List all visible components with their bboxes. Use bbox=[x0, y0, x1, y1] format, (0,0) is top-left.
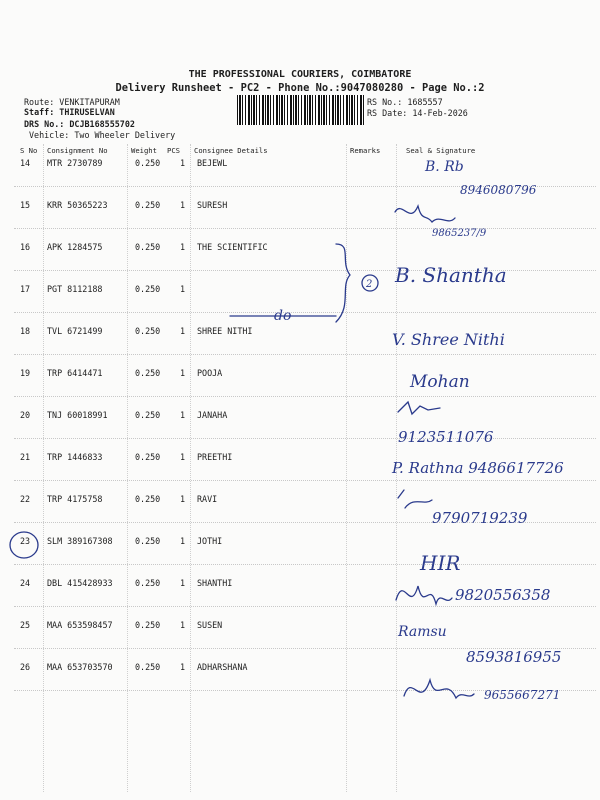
row-consignment-no: TRP 1446833 bbox=[47, 452, 103, 462]
col-consignee: Consignee Details bbox=[194, 146, 268, 155]
row-pcs: 1 bbox=[180, 368, 186, 378]
row-weight: 0.250 bbox=[135, 662, 161, 672]
col-sno: S No bbox=[20, 146, 38, 155]
row-consignee: SUSEN bbox=[197, 620, 223, 630]
col-remarks: Remarks bbox=[350, 146, 381, 155]
row-sno: 19 bbox=[20, 368, 31, 378]
hand-r26-phone: 9655667271 bbox=[484, 688, 561, 702]
hand-r16-name: B. Shantha bbox=[395, 263, 507, 287]
row-sno: 16 bbox=[20, 242, 31, 252]
col-weight: Weight bbox=[131, 146, 157, 155]
table-row bbox=[14, 144, 596, 187]
row-consignee: RAVI bbox=[197, 494, 218, 504]
row-consignee: ADHARSHANA bbox=[197, 662, 248, 672]
row-weight: 0.250 bbox=[135, 284, 161, 294]
row-consignee: BEJEWL bbox=[197, 158, 228, 168]
table-row bbox=[14, 606, 596, 649]
hand-r25-name: Ramsu bbox=[398, 624, 447, 640]
row-sno: 17 bbox=[20, 284, 31, 294]
row-consignment-no: PGT 8112188 bbox=[47, 284, 103, 294]
hand-r14-name: B. Rb bbox=[425, 159, 464, 175]
hand-r15-phone: 9865237/9 bbox=[432, 228, 487, 239]
row-weight: 0.250 bbox=[135, 200, 161, 210]
col-consignment: Consignment No bbox=[47, 146, 108, 155]
row-consignee: JANAHA bbox=[197, 410, 228, 420]
hand-r22-phone: 9790719239 bbox=[432, 509, 528, 527]
hand-r24-phone: 9820556358 bbox=[455, 586, 551, 604]
barcode bbox=[237, 95, 365, 125]
row-sno: 24 bbox=[20, 578, 31, 588]
row-pcs: 1 bbox=[180, 620, 186, 630]
row-weight: 0.250 bbox=[135, 620, 161, 630]
row-pcs: 1 bbox=[180, 662, 186, 672]
row-sno: 20 bbox=[20, 410, 31, 420]
row-consignee: PREETHI bbox=[197, 452, 233, 462]
row-consignment-no: TRP 4175758 bbox=[47, 494, 103, 504]
row-pcs: 1 bbox=[180, 200, 186, 210]
table-row bbox=[14, 186, 596, 229]
table-row bbox=[14, 522, 596, 565]
table-row bbox=[14, 312, 596, 355]
row-pcs: 1 bbox=[180, 284, 186, 294]
hand-r18-name: V. Shree Nithi bbox=[392, 330, 505, 349]
row-sno: 21 bbox=[20, 452, 31, 462]
row-weight: 0.250 bbox=[135, 494, 161, 504]
table-row bbox=[14, 480, 596, 523]
row-pcs: 1 bbox=[180, 536, 186, 546]
row-sno: 22 bbox=[20, 494, 31, 504]
row-consignment-no: MAA 653703570 bbox=[47, 662, 113, 672]
row-pcs: 1 bbox=[180, 158, 186, 168]
row-weight: 0.250 bbox=[135, 410, 161, 420]
row-consignment-no: KRR 50365223 bbox=[47, 200, 108, 210]
route-label: Route: VENKITAPURAM bbox=[24, 97, 120, 107]
row-consignee: SHANTHI bbox=[197, 578, 233, 588]
row-pcs: 1 bbox=[180, 578, 186, 588]
hand-ditto: —do— bbox=[260, 308, 306, 324]
row-weight: 0.250 bbox=[135, 326, 161, 336]
row-consignee: THE SCIENTIFIC bbox=[197, 242, 268, 252]
row-pcs: 1 bbox=[180, 326, 186, 336]
table-row bbox=[14, 396, 596, 439]
row-consignee: POOJA bbox=[197, 368, 223, 378]
row-consignee: SHREE NITHI bbox=[197, 326, 253, 336]
row-sno: 15 bbox=[20, 200, 31, 210]
hand-r20-phone: 9123511076 bbox=[398, 428, 494, 446]
row-sno: 18 bbox=[20, 326, 31, 336]
row-consignee: SURESH bbox=[197, 200, 228, 210]
col-pcs: PCS bbox=[167, 146, 180, 155]
hand-r14-phone: 8946080796 bbox=[460, 183, 537, 197]
row-consignment-no: DBL 415428933 bbox=[47, 578, 113, 588]
row-sno: 23 bbox=[20, 536, 31, 546]
rs-date: RS Date: 14-Feb-2026 bbox=[367, 108, 468, 118]
row-sno: 25 bbox=[20, 620, 31, 630]
vehicle-label: Vehicle: Two Wheeler Delivery bbox=[29, 130, 176, 140]
row-pcs: 1 bbox=[180, 242, 186, 252]
row-consignment-no: MTR 2730789 bbox=[47, 158, 103, 168]
row-sno: 14 bbox=[20, 158, 31, 168]
row-pcs: 1 bbox=[180, 410, 186, 420]
row-consignment-no: TRP 6414471 bbox=[47, 368, 103, 378]
hand-r21-name: P. Rathna 9486617726 bbox=[392, 459, 564, 477]
rs-number: RS No.: 1685557 bbox=[367, 97, 443, 107]
row-consignment-no: SLM 389167308 bbox=[47, 536, 113, 546]
runsheet-title: Delivery Runsheet - PC2 - Phone No.:9047080280 - Page No.:2 bbox=[115, 82, 485, 94]
row-weight: 0.250 bbox=[135, 158, 161, 168]
hand-r23-mark: HIR bbox=[420, 551, 461, 575]
table-row bbox=[14, 228, 596, 271]
table-row bbox=[14, 270, 596, 313]
table-row bbox=[14, 648, 596, 691]
col-seal-signature: Seal & Signature bbox=[406, 146, 476, 155]
company-title: THE PROFESSIONAL COURIERS, COIMBATORE bbox=[188, 69, 412, 80]
row-weight: 0.250 bbox=[135, 368, 161, 378]
row-weight: 0.250 bbox=[135, 242, 161, 252]
hand-circle-label: 2 bbox=[366, 279, 373, 290]
row-weight: 0.250 bbox=[135, 452, 161, 462]
row-sno: 26 bbox=[20, 662, 31, 672]
table-row bbox=[14, 438, 596, 481]
row-consignment-no: TVL 6721499 bbox=[47, 326, 103, 336]
row-consignment-no: APK 1284575 bbox=[47, 242, 103, 252]
row-consignment-no: MAA 653598457 bbox=[47, 620, 113, 630]
row-consignment-no: TNJ 60018991 bbox=[47, 410, 108, 420]
drs-number: DRS No.: DCJB168555702 bbox=[24, 119, 135, 129]
staff-label: Staff: THIRUSELVAN bbox=[24, 107, 115, 117]
row-pcs: 1 bbox=[180, 494, 186, 504]
row-weight: 0.250 bbox=[135, 536, 161, 546]
table-row bbox=[14, 564, 596, 607]
row-weight: 0.250 bbox=[135, 578, 161, 588]
row-consignee: JOTHI bbox=[197, 536, 223, 546]
table-row bbox=[14, 354, 596, 397]
row-pcs: 1 bbox=[180, 452, 186, 462]
hand-r19-name: Mohan bbox=[410, 372, 470, 392]
hand-r25-phone: 8593816955 bbox=[466, 648, 562, 666]
